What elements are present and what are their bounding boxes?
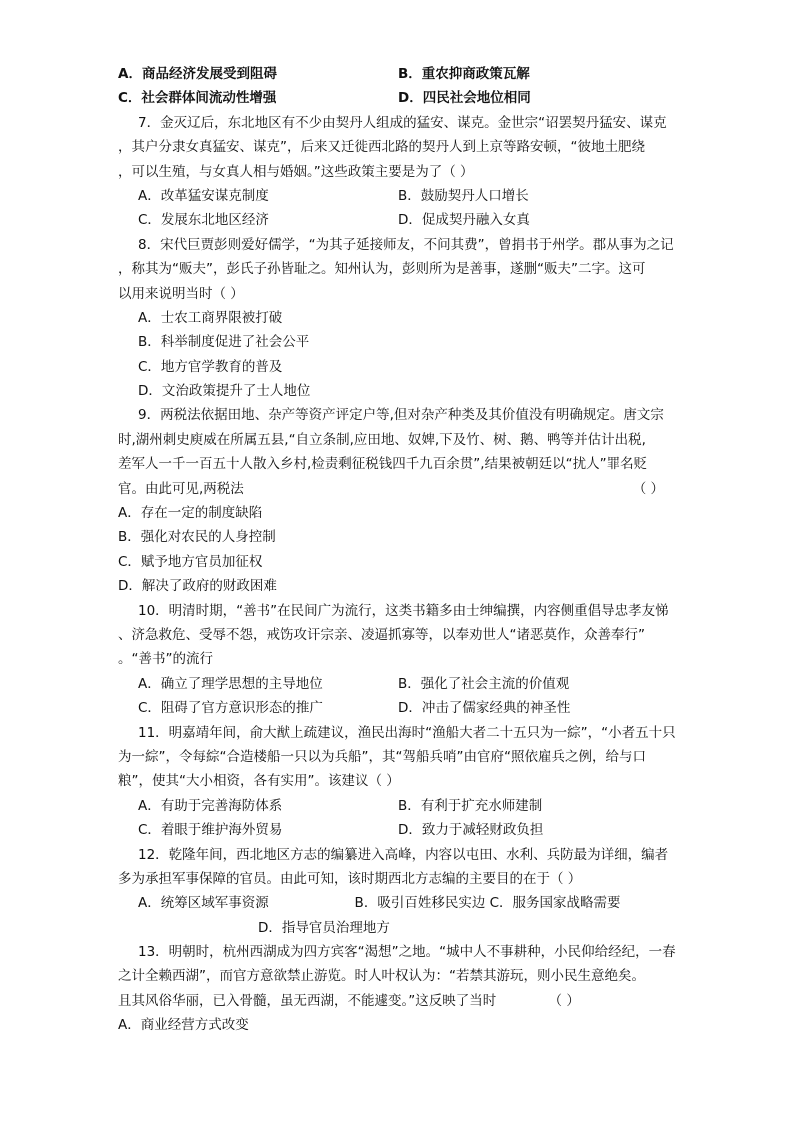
question-8 [118, 233, 678, 404]
question-stem-line: 8．宋代巨贾彭则爱好儒学，“为其子延接师友，不问其费”，曾捐书于州学。郡从事为之记 [138, 236, 674, 253]
question-6-options [118, 62, 678, 111]
option-a: A．存在一定的制度缺陷 [118, 505, 263, 522]
question-stem-line: 粮”，使其“大小相资，各有实用”。该建议（ ） [118, 773, 400, 790]
option-c: C．发展东北地区经济 [138, 212, 269, 229]
option-a: A．商业经营方式改变 [118, 1017, 249, 1034]
question-stem-line: 、济急救危、受辱不怨，戒饬攻讦宗亲、凌逼抓寡等，以奉劝世人“诸恶莫作，众善奉行” [118, 626, 645, 643]
question-stem-line: ，称其为“贩夫”，彭氏子孙皆耻之。知州认为，彭则所为是善事，遂删“贩夫”二字。这可 [118, 261, 646, 278]
question-stem-line: 10．明清时期，“善书”在民间广为流行，这类书籍多由士绅编撰，内容侧重倡导忠孝友悌 [138, 602, 669, 619]
option-d: D．冲击了儒家经典的神圣性 [398, 700, 571, 717]
option-a: A．有助于完善海防体系 [138, 797, 283, 814]
question-stem-line: 13．明朝时，杭州西湖成为四方宾客“渴想”之地。“城中人不事耕种，小民仰给经纪，一春 [138, 944, 676, 961]
question-13 [118, 940, 678, 1038]
question-stem-line: 以用来说明当时（ ） [118, 285, 244, 302]
question-stem-line: ，可以生殖，与女真人相与婚姻。”这些政策主要是为了（ ） [118, 163, 474, 180]
question-stem-line: ，其户分隶女真猛安、谋克”，后来又迁徙西北路的契丹人到上京等路安顿，“彼地土肥绕 [118, 139, 645, 156]
question-stem-line: 9．两税法依据田地、杂产等资产评定户等,但对杂产种类及其价值没有明确规定。唐文宗 [138, 407, 664, 424]
question-11 [118, 721, 678, 843]
question-stem-line: 为一綜”，令每綜“合造楼船一只以为兵船”，其“驾船兵哨”由官府“照依雇兵之例，给与口 [118, 748, 646, 765]
option-b: B．强化对农民的人身控制 [118, 529, 276, 546]
option-b: B．有利于扩充水师建制 [398, 797, 543, 814]
option-c: C．阻碍了官方意识形态的推广 [138, 700, 323, 717]
exam-page [118, 62, 678, 1038]
question-stem-line: 官。由此可见,两税法 [118, 480, 244, 497]
question-12 [118, 843, 678, 941]
option-a: A．商品经济发展受到阻碍 [118, 66, 277, 82]
option-d: D．解决了政府的财政困难 [118, 578, 277, 595]
question-stem-line: 多为承担军事保障的官员。由此可知，该时期西北方志编的主要目的在于（ ） [118, 870, 582, 887]
option-c: C．社会群体间流动性增强 [118, 90, 277, 107]
question-stem-line: 差军人一千一百五十人散入乡村,检责剩征税钱四千九百余贯”,结果被朝廷以“扰人”罪名贬 [118, 456, 648, 473]
option-c: C．着眼于维护海外贸易 [138, 822, 283, 839]
option-c: C．地方官学教育的普及 [138, 358, 283, 375]
option-b: B．鼓励契丹人口增长 [398, 187, 529, 204]
question-stem-line: 。“善书”的流行 [118, 651, 213, 668]
option-d: D．四民社会地位相同 [398, 90, 531, 107]
options-line: A．统筹区域军事资源 B．吸引百姓移民实边 C．服务国家战略需要 [138, 895, 621, 912]
question-stem-line: 7．金灭辽后，东北地区有不少由契丹人组成的猛安、谋克。金世宗“诏罢契丹猛安、谋克 [138, 114, 667, 131]
answer-parentheses: （ ） [632, 480, 664, 497]
option-b: B．强化了社会主流的价值观 [398, 675, 570, 692]
option-d: D．促成契丹融入女真 [398, 212, 530, 229]
question-stem-line: 11．明嘉靖年间，俞大猷上疏建议，渔民出海时“渔船大者二十五只为一綜”，“小者五十只 [138, 724, 676, 741]
question-stem-line: 之计全赖西湖”，而官方意欲禁止游览。时人叶权认为：“若禁其游玩，则小民生意绝矣。 [118, 968, 645, 985]
option-d: D．文治政策提升了士人地位 [138, 383, 311, 400]
option-d: D．指导官员治理地方 [258, 919, 390, 936]
question-stem-line: 12．乾隆年间，西北地区方志的编纂进入高峰，内容以屯田、水利、兵防最为详细，编者 [138, 846, 669, 863]
option-a: A．改革猛安谋克制度 [138, 187, 269, 204]
question-10 [118, 599, 678, 721]
question-7 [118, 111, 678, 233]
option-a: A．士农工商界限被打破 [138, 309, 283, 326]
question-stem-line: 且其风俗华丽，已入骨髓，虽无西湖，不能遽变。”这反映了当时 [118, 992, 497, 1009]
option-b: B．科举制度促进了社会公平 [138, 334, 310, 351]
option-c: C．赋予地方官员加征权 [118, 553, 263, 570]
option-b: B．重农抑商政策瓦解 [398, 66, 530, 82]
option-a: A．确立了理学思想的主导地位 [138, 675, 323, 692]
option-d: D．致力于减轻财政负担 [398, 822, 544, 839]
answer-parentheses: （ ） [548, 992, 580, 1009]
question-stem-line: 时,湖州刺史庾威在所属五县,“自立条制,应田地、奴婢,下及竹、树、鹅、鸭等并估计出税, [118, 431, 646, 448]
question-9 [118, 403, 678, 598]
